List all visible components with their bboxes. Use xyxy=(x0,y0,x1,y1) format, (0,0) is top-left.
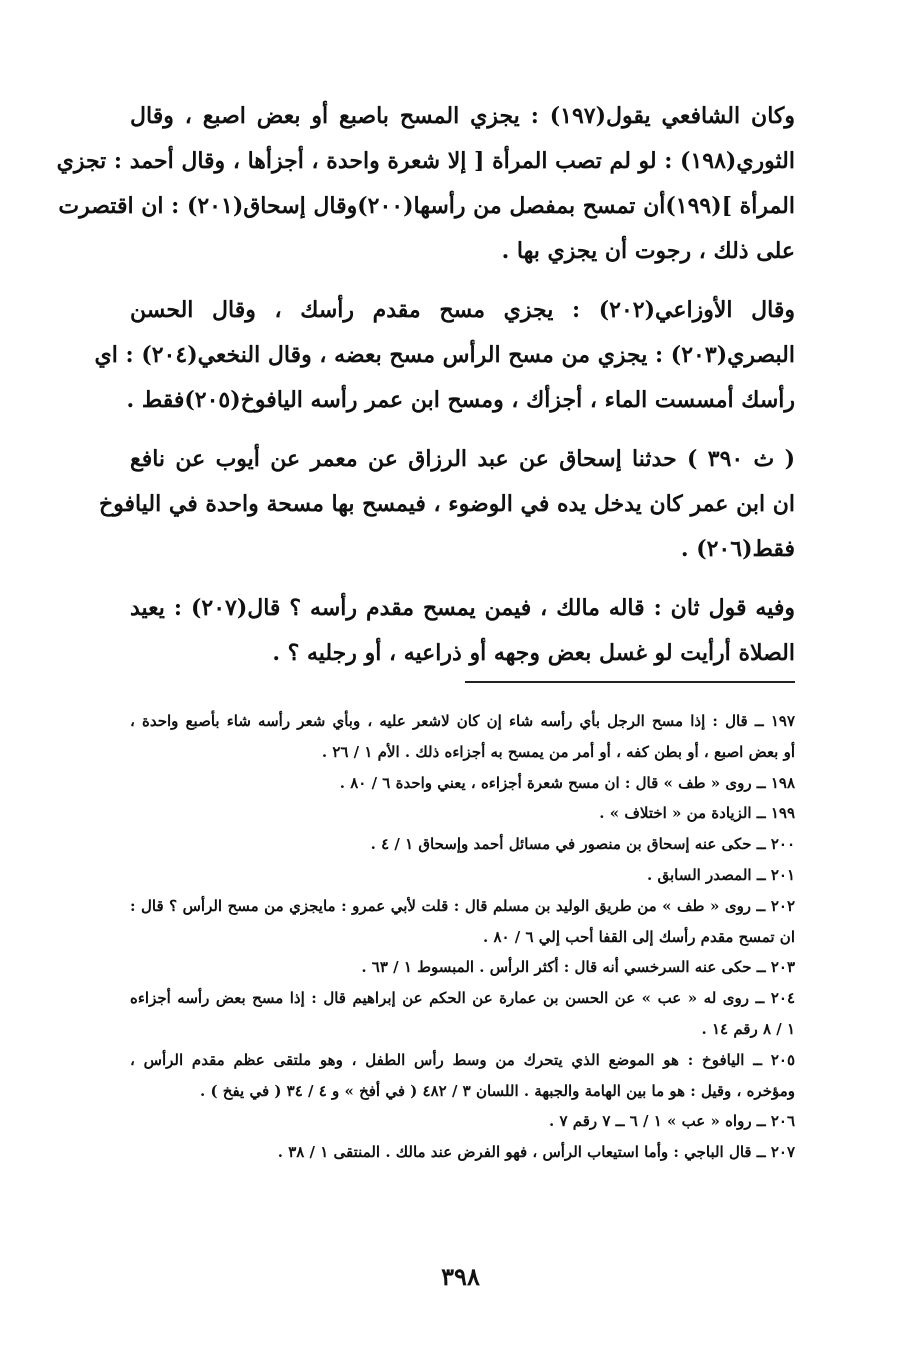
footnote xyxy=(130,1106,795,1137)
footnote-separator xyxy=(465,681,795,683)
footnote xyxy=(130,706,795,768)
footnote-line: ومؤخره ، وقيل : هو ما بين الهامة والجبهة . اللسان ٣ / ٤٨٢ ( في أفخ » و ٤ / ٣٤ ( في يفخ ) . xyxy=(200,1081,795,1100)
footnote xyxy=(130,1045,795,1107)
text-line: الثوري(١٩٨) : لو لم تصب المرأة [ إلا شعرة واحدة ، أجزأها ، وقال أحمد : تجزي xyxy=(56,148,795,174)
footnote-line: ٢٠٥ ــ اليافوخ : هو الموضع الذي يتحرك من وسط رأس الطفل ، وهو ملتقى عظم مقدم الرأس ، xyxy=(130,1050,795,1069)
paragraph xyxy=(98,437,795,572)
footnote xyxy=(130,829,795,860)
text-line: ( ث ٣٩٠ ) حدثنا إسحاق عن عبد الرزاق عن معمر عن أيوب عن نافع xyxy=(130,446,795,472)
footnote xyxy=(130,952,795,983)
paragraph xyxy=(130,586,795,676)
footnote xyxy=(130,1137,795,1168)
footnote-line: ٢٠٠ ــ حكى عنه إسحاق بن منصور في مسائل أحمد وإسحاق ١ / ٤ . xyxy=(370,835,795,854)
text-line: رأسك أمسست الماء ، أجزأك ، ومسح ابن عمر رأسه اليافوخ(٢٠٥)فقط . xyxy=(126,387,795,413)
text-line: على ذلك ، رجوت أن يجزي بها . xyxy=(501,238,795,264)
text-line: وكان الشافعي يقول(١٩٧) : يجزي المسح باصبع أو بعض اصبع ، وقال xyxy=(130,103,795,129)
text-line: ان ابن عمر كان يدخل يده في الوضوء ، فيمسح بها مسحة واحدة في اليافوخ xyxy=(98,491,795,517)
paragraph xyxy=(56,94,795,274)
footnote xyxy=(130,983,795,1045)
text-line: الصلاة أرأيت لو غسل بعض وجهه أو ذراعيه ، أو رجليه ؟ . xyxy=(272,640,795,666)
footnote xyxy=(130,891,795,953)
footnote-line: ٢٠٣ ــ حكى عنه السرخسي أنه قال : أكثر الرأس . المبسوط ١ / ٦٣ . xyxy=(361,958,795,977)
footnote-line: ان تمسح مقدم رأسك إلى القفا أحب إلي ٦ / ٨٠ . xyxy=(483,927,795,946)
footnote xyxy=(130,860,795,891)
text-line: البصري(٢٠٣) : يجزي من مسح الرأس مسح بعضه ، وقال النخعي(٢٠٤) : اي xyxy=(94,342,795,368)
footnotes xyxy=(130,706,795,1168)
paragraph xyxy=(94,288,795,423)
footnote-line: أو بعض اصبع ، أو بطن كفه ، أو أمر من يمسح به أجزاءه ذلك . الأم ١ / ٢٦ . xyxy=(321,742,795,761)
footnote-line: ٢٠١ ــ المصدر السابق . xyxy=(647,865,795,884)
footnote-line: ١٩٩ ــ الزيادة من « اختلاف » . xyxy=(599,804,795,823)
footnote-line: ٢٠٢ ــ روى « طف » من طريق الوليد بن مسلم قال : قلت لأبي عمرو : مايجزي من مسح الرأس ؟ قال : xyxy=(130,896,795,915)
footnote-line: ٢٠٧ ــ قال الباجي : وأما استيعاب الرأس ، فهو الفرض عند مالك . المنتقى ١ / ٣٨ . xyxy=(277,1143,795,1162)
footnote-line: ١ / ٨ رقم ١٤ . xyxy=(701,1019,795,1038)
footnote xyxy=(130,768,795,799)
footnote-line: ٢٠٦ ــ رواه « عب » ١ / ٦ ــ ٧ رقم ٧ . xyxy=(549,1112,795,1131)
text-line: فقط(٢٠٦) . xyxy=(680,536,795,562)
footnote-line: ١٩٧ ــ قال : إذا مسح الرجل بأي رأسه شاء إن كان لاشعر عليه ، وبأي شعر رأسه شاء بأصبع واحدة ، xyxy=(130,712,796,730)
text-line: وقال الأوزاعي(٢٠٢) : يجزي مسح مقدم رأسك ، وقال الحسن xyxy=(130,297,795,323)
text-line: المرأة ](١٩٩)أن تمسح بمفصل من رأسها(٢٠٠)وقال إسحاق(٢٠١) : ان اقتصرت xyxy=(58,193,795,219)
footnote xyxy=(130,798,795,829)
text-line: وفيه قول ثان : قاله مالك ، فيمن يمسح مقدم رأسه ؟ قال(٢٠٧) : يعيد xyxy=(130,595,795,621)
footnote-line: ١٩٨ ــ روى « طف » قال : ان مسح شعرة أجزاءه ، يعني واحدة ٦ / ٨٠ . xyxy=(339,773,795,792)
footnote-line: ٢٠٤ ــ روى له « عب » عن الحسن بن عمارة عن الحكم عن إبراهيم قال : إذا مسح بعض رأسه أجزاءه xyxy=(130,989,795,1008)
page-number: ٣٩٨ xyxy=(441,1262,480,1291)
main-text xyxy=(56,94,795,676)
